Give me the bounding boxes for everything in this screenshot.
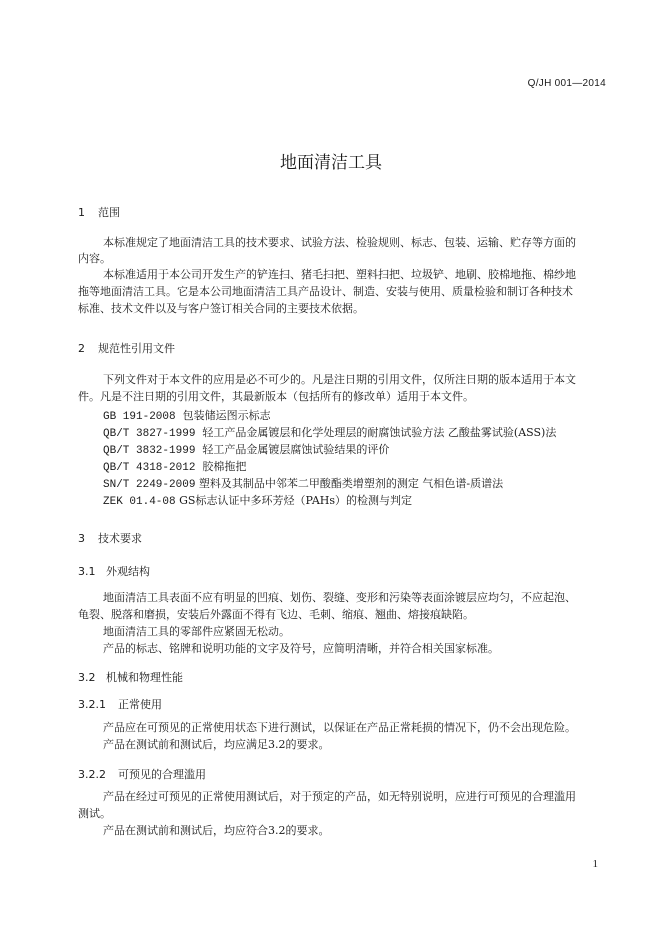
paragraph-line: 拖等地面清洁工具。它是本公司地面清洁工具产品设计、制造、安装与使用、质量检验和制订各种技术 [78,285,573,298]
section-heading-3-2 [78,669,183,685]
reference-code: SN/T 2249-2009 [103,479,196,491]
section-number: 3.1 [78,565,96,578]
paragraph-line: 本标准规定了地面清洁工具的技术要求、试验方法、检验规则、标志、包装、运输、贮存等方面的 [103,236,576,249]
section-heading-3-2-1 [78,696,162,712]
reference-title: 包装储运图示标志 [182,409,271,422]
section-heading-1 [78,204,120,220]
section-title: 可预见的合理滥用 [118,768,206,781]
section-heading-2 [78,340,175,356]
reference-code: QB/T 3827-1999 [103,428,196,440]
reference-item [103,441,389,457]
paragraph-line: 测试。 [78,807,111,820]
reference-title: 轻工产品金属镀层和化学处理层的耐腐蚀试验方法 乙酸盐雾试验(ASS)法 [202,426,557,439]
section-title: 外观结构 [106,565,150,578]
paragraph-line: 产品在经过可预见的正常使用测试后，对于预定的产品，如无特别说明，应进行可预见的合理滥用 [103,790,576,803]
section-heading-3-1 [78,563,150,579]
section-title: 范围 [98,206,120,219]
section-number: 1 [78,206,85,219]
section-number: 3.2.1 [78,698,106,711]
reference-code: QB/T 3832-1999 [103,445,196,457]
paragraph-line: 本标准适用于本公司开发生产的铲连扫、猪毛扫把、塑料扫把、垃圾铲、地刷、胶棉地拖、棉纱地 [103,268,576,281]
section-title: 规范性引用文件 [98,342,175,355]
paragraph-line: 件。凡是不注日期的引用文件，其最新版本（包括所有的修改单）适用于本文件。 [78,390,474,403]
reference-title: 轻工产品金属镀层腐蚀试验结果的评价 [202,443,390,456]
section-number: 3.2.2 [78,768,106,781]
paragraph-line: 下列文件对于本文件的应用是必不可少的。凡是注日期的引用文件，仅所注日期的版本适用于本文 [103,373,576,386]
section-heading-3-2-2 [78,766,206,782]
reference-title: GS标志认证中多环芳烃（PAHs）的检测与判定 [179,494,413,507]
reference-item [103,475,503,491]
paragraph-line: 标准、技术文件以及与客户签订相关合同的主要技术依据。 [78,302,364,315]
standard-code: Q/JH 001—2014 [527,78,606,89]
reference-item [103,458,246,474]
section-title: 机械和物理性能 [106,671,183,684]
paragraph-line: 地面清洁工具表面不应有明显的凹痕、划伤、裂缝、变形和污染等表面涂镀层应均匀，不应起泡、 [103,591,576,604]
reference-item [103,492,412,508]
reference-title: 塑料及其制品中邻苯二甲酸酯类增塑剂的测定 气相色谱-质谱法 [198,477,504,490]
section-heading-3 [78,530,142,546]
reference-item [103,424,556,440]
section-number: 2 [78,342,85,355]
section-number: 3 [78,532,85,545]
section-title: 技术要求 [98,532,142,545]
reference-title: 胶棉拖把 [202,460,247,473]
paragraph-line: 产品在测试前和测试后，均应符合3.2的要求。 [103,824,330,837]
reference-code: GB 191-2008 [103,411,176,423]
paragraph-line: 地面清洁工具的零部件应紧固无松动。 [103,625,290,638]
section-title: 正常使用 [118,698,162,711]
paragraph-line: 产品在测试前和测试后，均应满足3.2的要求。 [103,738,330,751]
section-number: 3.2 [78,671,96,684]
reference-code: QB/T 4318-2012 [103,462,196,474]
reference-item [103,407,271,423]
paragraph-line: 产品的标志、铭牌和说明功能的文字及符号，应简明清晰，并符合相关国家标准。 [103,642,499,655]
paragraph-line: 龟裂、脱落和磨损，安装后外露面不得有飞边、毛刺、缩痕、翘曲、熔接痕缺陷。 [78,608,474,621]
page-number: 1 [592,858,598,870]
reference-code: ZEK 01.4-08 [103,496,176,508]
paragraph-line: 产品应在可预见的正常使用状态下进行测试，以保证在产品正常耗损的情况下，仍不会出现危险。 [103,721,576,734]
document-title: 地面清洁工具 [280,153,382,173]
paragraph-line: 内容。 [78,252,111,265]
